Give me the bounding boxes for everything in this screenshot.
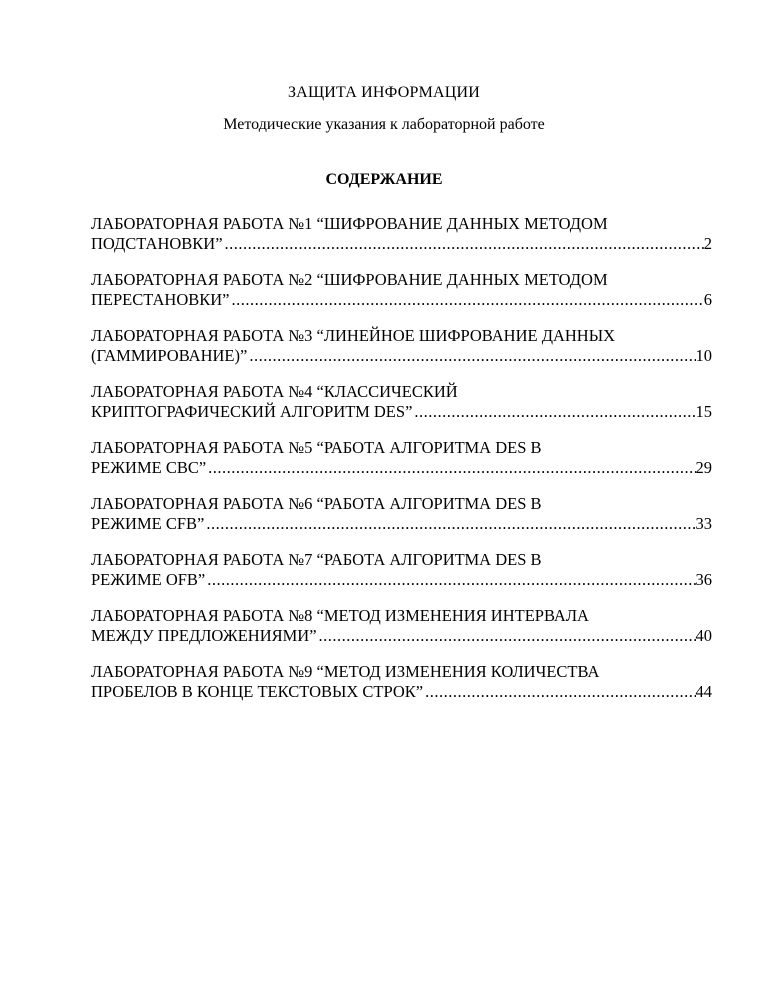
dot-leader [223,234,704,254]
toc-page-number: 29 [695,458,712,477]
toc-entry-lab-4[interactable] [91,382,712,438]
toc-heading: СОДЕРЖАНИЕ [325,171,443,188]
dot-leader [204,514,695,534]
toc-entry-title: ЛАБОРАТОРНАЯ РАБОТА №2 “ШИФРОВАНИЕ ДАННЫХ МЕТОДОМ [91,270,608,289]
document-subtitle: Методические указания к лабораторной работе [223,116,545,133]
toc-page-number: 10 [695,346,712,365]
toc-entry-title-continued: КРИПТОГРАФИЧЕСКИЙ АЛГОРИТМ DES” [91,402,413,421]
toc-page-number: 36 [695,570,712,589]
toc-entry-title-continued: РЕЖИМЕ OFB” [91,570,206,589]
toc-entry-lab-7[interactable] [91,550,712,606]
toc-entry-lab-2[interactable] [91,270,712,326]
table-of-contents [91,214,712,718]
toc-entry-title-continued: ПЕРЕСТАНОВКИ” [91,290,230,309]
toc-entry-lab-9[interactable] [91,662,712,718]
toc-entry-title: ЛАБОРАТОРНАЯ РАБОТА №7 “РАБОТА АЛГОРИТМА DES В [91,550,542,569]
toc-page-number: 15 [695,402,712,421]
dot-leader [317,626,696,646]
toc-entry-title: ЛАБОРАТОРНАЯ РАБОТА №4 “КЛАССИЧЕСКИЙ [91,382,458,401]
toc-entry-title: ЛАБОРАТОРНАЯ РАБОТА №3 “ЛИНЕЙНОЕ ШИФРОВАНИЕ ДАННЫХ [91,326,615,345]
toc-entry-title: ЛАБОРАТОРНАЯ РАБОТА №9 “МЕТОД ИЗМЕНЕНИЯ КОЛИЧЕСТВА [91,662,600,681]
toc-entry-lab-3[interactable] [91,326,712,382]
dot-leader [230,290,704,310]
toc-page-number: 40 [695,626,712,645]
toc-page-number: 6 [703,290,712,309]
toc-entry-title: ЛАБОРАТОРНАЯ РАБОТА №5 “РАБОТА АЛГОРИТМА DES В [91,438,542,457]
toc-page-number: 44 [695,682,712,701]
toc-entry-title: ЛАБОРАТОРНАЯ РАБОТА №8 “МЕТОД ИЗМЕНЕНИЯ ИНТЕРВАЛА [91,606,589,625]
toc-entry-title: ЛАБОРАТОРНАЯ РАБОТА №6 “РАБОТА АЛГОРИТМА DES В [91,494,542,513]
toc-entry-lab-8[interactable] [91,606,712,662]
toc-entry-title: ЛАБОРАТОРНАЯ РАБОТА №1 “ШИФРОВАНИЕ ДАННЫХ МЕТОДОМ [91,214,608,233]
toc-entry-title-continued: ПОДСТАНОВКИ” [91,234,223,253]
toc-entry-title-continued: РЕЖИМЕ CBC” [91,458,207,477]
dot-leader [206,458,695,478]
toc-entry-title-continued: (ГАММИРОВАНИЕ)” [91,346,248,365]
toc-entry-title-continued: ПРОБЕЛОВ В КОНЦЕ ТЕКСТОВЫХ СТРОК” [91,682,424,701]
dot-leader [412,402,695,422]
toc-page-number: 33 [695,514,712,533]
toc-entry-lab-6[interactable] [91,494,712,550]
dot-leader [205,570,695,590]
toc-entry-title-continued: РЕЖИМЕ CFB” [91,514,205,533]
toc-entry-lab-5[interactable] [91,438,712,494]
toc-page-number: 2 [703,234,712,253]
dot-leader [247,346,695,366]
toc-entry-title-continued: МЕЖДУ ПРЕДЛОЖЕНИЯМИ” [91,626,317,645]
document-title: ЗАЩИТА ИНФОРМАЦИИ [287,84,481,101]
toc-entry-lab-1[interactable] [91,214,712,270]
dot-leader [423,682,695,702]
